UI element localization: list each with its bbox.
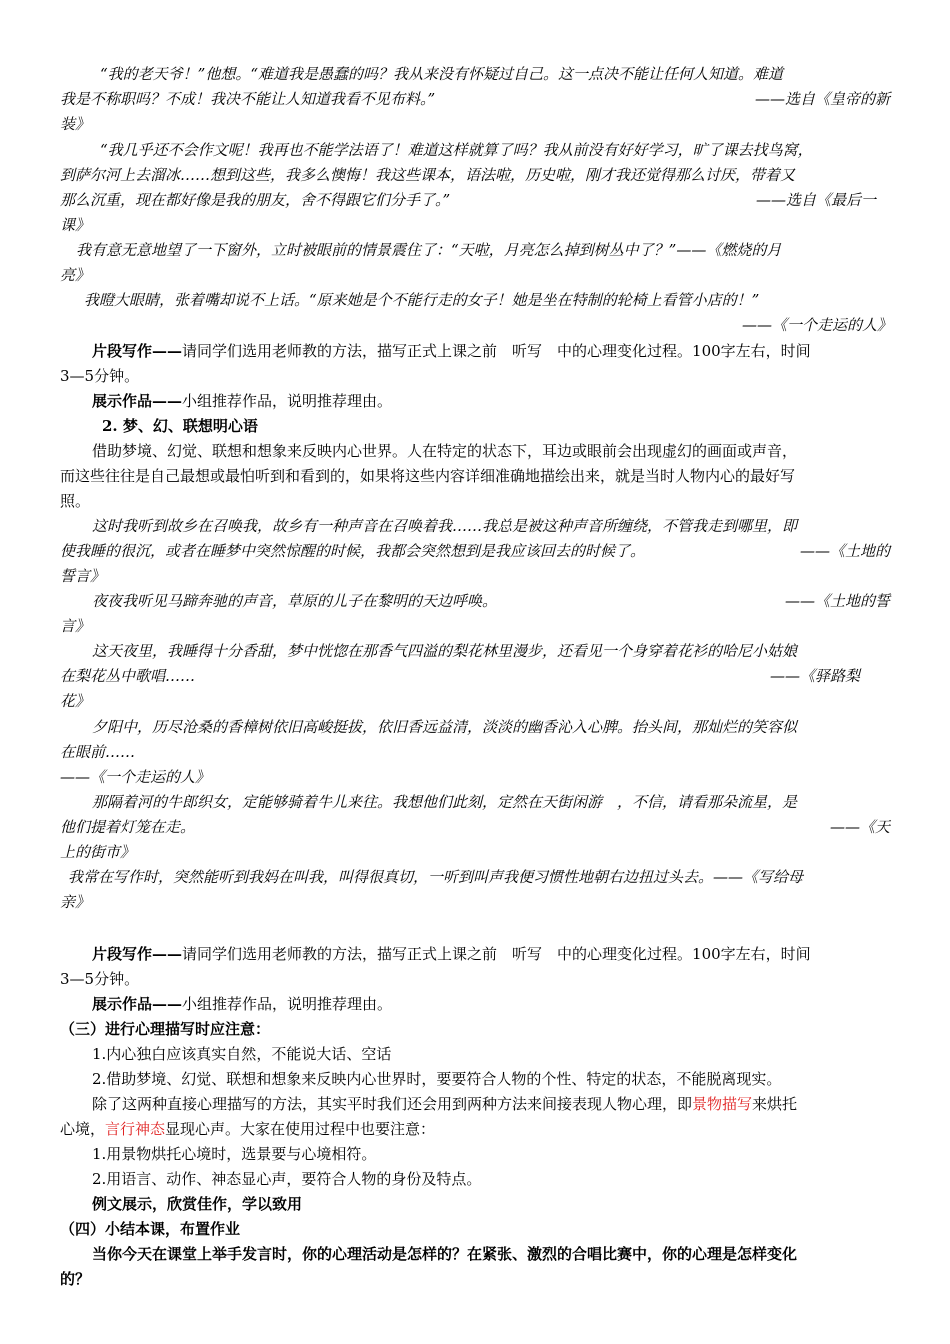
task2-show (60, 994, 892, 1014)
quote-lastlesson-text: 那么沉重，现在都好像是我的朋友，舍不得跟它们分手了。” (60, 191, 451, 209)
quote-emperor-source: ——选自《皇帝的新 (754, 90, 890, 108)
task2-show-text: 小组推荐作品，说明推荐理由。 (182, 995, 393, 1013)
quote-street-line2 (60, 817, 892, 837)
task1-line1 (60, 341, 892, 361)
quote-mother-line2: 亲》 (60, 893, 91, 911)
quote-lucky-source: ——《一个走运的人》 (741, 316, 892, 334)
quote-emperor-text: 我是不称职吗？不成！我决不能让人知道我看不见布料。” (60, 90, 436, 108)
quote-horse-line1 (60, 591, 892, 611)
scenery-description-highlight: 景物描写 (692, 1095, 753, 1113)
quote-lastlesson-line1: “我几乎还不会作文呢！我再也不能学法语了！难道这样就算了吗？我从前没有好好学习，旷了课去找鸟窝， (100, 141, 813, 159)
quote-horse-source-end: 言》 (60, 617, 91, 635)
section3-para-text-d: 显现心声。大家在使用过程中也要注意： (165, 1120, 436, 1138)
quote-oath-source: ——《土地的 (799, 542, 890, 560)
quote-oath-line2 (60, 541, 892, 561)
section3-item4: 2.用语言、动作、神态显心声，要符合人物的身份及特点。 (92, 1170, 482, 1188)
quote-camphor-source: ——《一个走运的人》 (60, 768, 211, 786)
section2-heading: 2. 梦、幻、联想明心语 (102, 417, 258, 435)
task1-text: 请同学们选用老师教的方法，描写正式上课之前 听写 中的心理变化过程。100字左右，时间 (182, 342, 811, 360)
quote-emperor-source-end: 装》 (60, 115, 91, 133)
quote-lastlesson-source: ——选自《最后一 (755, 191, 876, 209)
quote-lastlesson-line3 (60, 190, 892, 210)
section2-para-line2: 而这些往往是自己最想或最怕听到和看到的，如果将这些内容详细准确地描绘出来，就是当时人物内心的最好写 (60, 467, 796, 485)
section4-question-line1: 当你今天在课堂上举手发言时，你的心理活动是怎样的？在紧张、激烈的合唱比赛中，你的心理是怎样变化 (92, 1245, 798, 1263)
quote-horse-text: 夜夜我听见马蹄奔驰的声音，草原的儿子在黎明的天边呼唤。 (92, 592, 498, 610)
quote-oath-source-end: 誓言》 (60, 567, 106, 585)
quote-lastlesson-source-end: 课》 (60, 216, 91, 234)
quote-moon-line1: 我有意无意地望了一下窗外，立时被眼前的情景震住了：“天啦，月亮怎么掉到树丛中了？”——《燃烧的月 (76, 241, 782, 259)
quote-emperor-line1: “我的老天爷！”他想。“难道我是愚蠢的吗？我从来没有怀疑过自己。这一点决不能让任何人知道。难道 (100, 65, 784, 83)
section3-para-line2 (60, 1119, 892, 1139)
quote-horse-source: ——《土地的誓 (784, 592, 890, 610)
section4-question-line2: 的？ (60, 1270, 91, 1288)
quote-mother-line1: 我常在写作时，突然能听到我妈在叫我，叫得很真切，一听到叫声我便习惯性地朝右边扭过头去。——《写给母 (68, 868, 804, 886)
section3-heading: （三）进行心理描写时应注意： (60, 1020, 271, 1038)
section3-item1: 1.内心独白应该真实自然，不能说大话、空话 (92, 1045, 392, 1063)
quote-oath-line1: 这时我听到故乡在召唤我，故乡有一种声音在召唤着我……我总是被这种声音所缠绕，不管我走到哪里，即 (92, 517, 798, 535)
quote-street-source: ——《天 (829, 818, 890, 836)
quote-lastlesson-line2: 到萨尔河上去溜冰……想到这些，我多么懊悔！我这些课本，语法啦，历史啦，刚才我还觉得那么讨厌，带着又 (60, 166, 796, 184)
task2-line2: 3—5分钟。 (60, 970, 140, 988)
quote-camphor-line1: 夕阳中，历尽沧桑的香樟树依旧高峻挺拔，依旧香远益清，淡淡的幽香沁入心脾。抬头间，那灿烂的笑容似 (92, 718, 798, 736)
task2-label: 片段写作—— (92, 945, 183, 963)
section4-heading: （四）小结本课，布置作业 (60, 1220, 241, 1238)
quote-pear-source-end: 花》 (60, 692, 91, 710)
quote-lucky-line1: 我瞪大眼睛，张着嘴却说不上话。“原来她是个不能行走的女子！她是坐在特制的轮椅上看管小店的！” (84, 291, 760, 309)
quote-moon-line2: 亮》 (60, 266, 91, 284)
section3-para-line1 (60, 1094, 892, 1114)
task2-line1 (60, 944, 892, 964)
quote-camphor-line2: 在眼前…… (60, 743, 136, 761)
section3-item3: 1.用景物烘托心境时，选景要与心境相符。 (92, 1145, 377, 1163)
quote-pear-line1: 这天夜里，我睡得十分香甜，梦中恍惚在那香气四溢的梨花林里漫步，还看见一个身穿着花衫的哈尼小姑娘 (92, 642, 798, 660)
section3-para-text-c: 心境， (60, 1120, 106, 1138)
quote-pear-source: ——《驿路梨 (769, 667, 860, 685)
quote-pear-line2 (60, 666, 892, 686)
quote-street-text: 他们提着灯笼在走。 (60, 818, 196, 836)
section3-item2: 2.借助梦境、幻觉、联想和想象来反映内心世界时，要要符合人物的个性、特定的状态，不能脱离现实。 (92, 1070, 782, 1088)
task2-show-label: 展示作品—— (92, 995, 183, 1013)
quote-street-source-end: 上的街市》 (60, 843, 136, 861)
quote-emperor-line2 (60, 89, 892, 109)
task1-line2: 3—5分钟。 (60, 367, 140, 385)
quote-pear-text: 在梨花丛中歌唱…… (60, 667, 196, 685)
section3-example: 例文展示，欣赏佳作，学以致用 (92, 1195, 303, 1213)
quote-street-line1: 那隔着河的牛郎织女，定能够骑着牛儿来往。我想他们此刻，定然在天街闲游 ，不信，请看那朵流星，是 (92, 793, 798, 811)
task1-label: 片段写作—— (92, 342, 183, 360)
quote-oath-text: 使我睡的很沉，或者在睡梦中突然惊醒的时候，我都会突然想到是我应该回去的时候了。 (60, 542, 646, 560)
speech-action-highlight: 言行神态 (105, 1120, 166, 1138)
task1-show (60, 391, 892, 411)
task1-show-label: 展示作品—— (92, 392, 183, 410)
section3-para-text-b: 来烘托 (752, 1095, 798, 1113)
section2-para-line3: 照。 (60, 492, 91, 510)
task2-text: 请同学们选用老师教的方法，描写正式上课之前 听写 中的心理变化过程。100字左右，时间 (182, 945, 811, 963)
task1-show-text: 小组推荐作品，说明推荐理由。 (182, 392, 393, 410)
section3-para-text-a: 除了这两种直接心理描写的方法，其实平时我们还会用到两种方法来间接表现人物心理，即 (92, 1095, 693, 1113)
section2-para-line1: 借助梦境、幻觉、联想和想象来反映内心世界。人在特定的状态下，耳边或眼前会出现虚幻的画面或声音， (92, 442, 798, 460)
